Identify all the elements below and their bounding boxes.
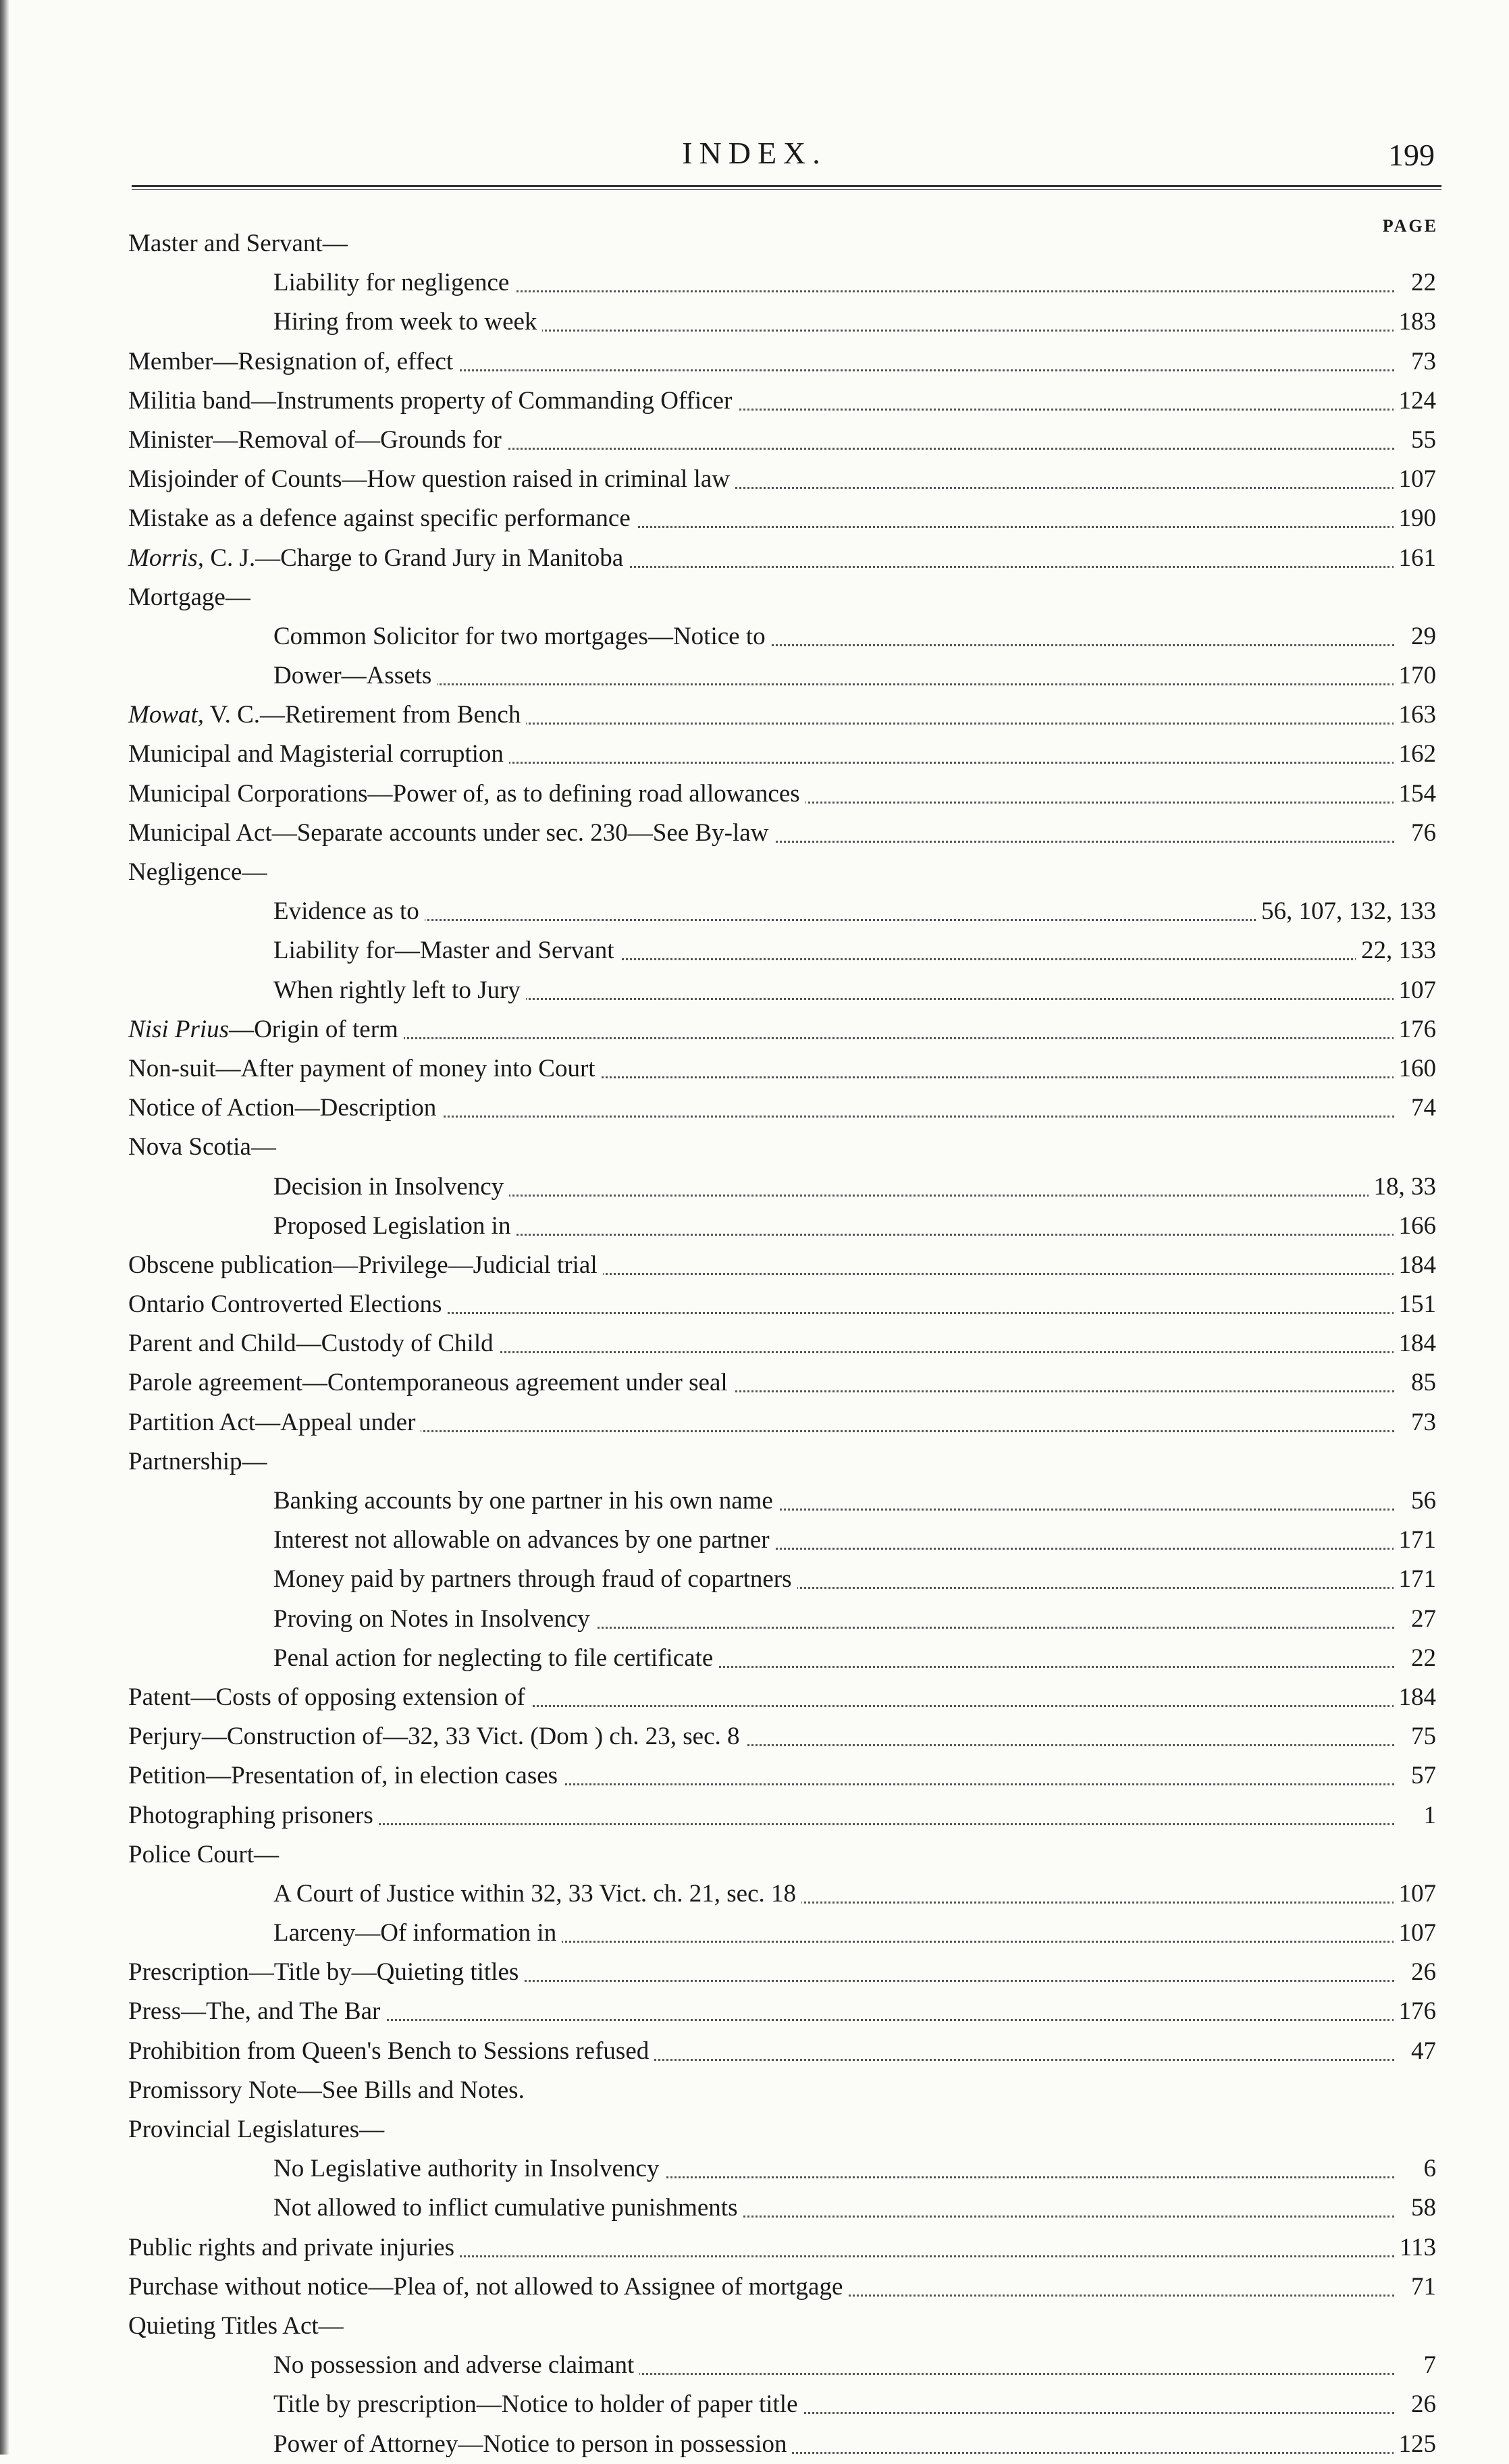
index-entry — [0, 2110, 1509, 2149]
entry-label-italic: Morris, — [128, 544, 205, 572]
entry-label: Promissory Note—See Bills and Notes. — [128, 2071, 530, 2110]
index-entry — [0, 1363, 1509, 1403]
entry-label: Notice of Action—Description — [128, 1089, 442, 1128]
entry-label: No Legislative authority in Insolvency — [273, 2149, 664, 2188]
index-entry — [0, 735, 1509, 774]
index-entry — [0, 1403, 1509, 1442]
entry-label: A Court of Justice within 32, 33 Vict. ch. 21, sec. 18 — [273, 1875, 801, 1914]
entry-label: Press—The, and The Bar — [128, 1992, 386, 2031]
index-entry — [0, 224, 1509, 263]
index-entry — [0, 2228, 1509, 2268]
entry-label-italic: Nisi Prius — [128, 1015, 230, 1043]
index-entry — [0, 1678, 1509, 1717]
index-subentry — [0, 1521, 1509, 1560]
entry-label: Municipal Act—Separate accounts under sec. 230—See By-law — [128, 814, 774, 853]
entry-label: Decision in Insolvency — [273, 1168, 509, 1207]
index-entry — [0, 1246, 1509, 1285]
index-entry — [0, 1442, 1509, 1482]
entry-label: Prescription—Title by—Quieting titles — [128, 1953, 524, 1992]
index-entry — [0, 1953, 1509, 1992]
page-header-title: INDEX. — [682, 136, 827, 170]
entry-label: Petition—Presentation of, in election cases — [128, 1756, 563, 1795]
entry-label: Purchase without notice—Plea of, not allowed to Assignee of mortgage — [128, 2268, 848, 2307]
entry-page-ref: 71 — [1406, 2268, 1436, 2307]
index-subentry — [0, 2425, 1509, 2464]
entry-label: Nova Scotia— — [128, 1128, 282, 1167]
index-entry — [0, 1324, 1509, 1363]
entry-label: Power of Attorney—Notice to person in possession — [273, 2425, 792, 2464]
index-entry — [0, 1835, 1509, 1875]
entry-label: When rightly left to Jury — [273, 971, 526, 1010]
entry-label: Larceny—Of information in — [273, 1914, 562, 1953]
entry-page-ref: 124 — [1394, 382, 1437, 421]
dot-leader — [277, 683, 1394, 685]
index-subentry — [0, 1207, 1509, 1246]
page-column-heading: PAGE — [1382, 216, 1438, 236]
entry-label: Proposed Legislation in — [273, 1207, 516, 1246]
entry-page-ref: 107 — [1394, 1875, 1437, 1914]
entry-page-ref: 58 — [1406, 2188, 1436, 2228]
index-entry — [0, 814, 1509, 853]
dot-leader — [277, 919, 1394, 921]
entry-label: Non-suit—After payment of money into Court — [128, 1049, 601, 1089]
entry-page-ref: 27 — [1406, 1600, 1436, 1639]
index-subentry — [0, 2188, 1509, 2228]
index-entry — [0, 382, 1509, 421]
entry-page-ref: 113 — [1394, 2228, 1436, 2268]
entry-page-ref: 183 — [1394, 303, 1437, 342]
entry-page-ref: 107 — [1394, 971, 1437, 1010]
index-subentry — [0, 2346, 1509, 2385]
page-number: 199 — [1388, 138, 1435, 172]
entry-label: Hiring from week to week — [273, 303, 542, 342]
entry-page-ref: 22 — [1406, 263, 1436, 303]
entry-label: Title by prescription—Notice to holder of paper title — [273, 2385, 803, 2424]
index-entry — [0, 421, 1509, 460]
index-entry — [0, 2032, 1509, 2071]
index-entry — [0, 1128, 1509, 1167]
entry-page-ref: 85 — [1406, 1363, 1436, 1403]
index-entry — [0, 1049, 1509, 1089]
entry-page-ref: 176 — [1394, 1010, 1437, 1049]
entry-page-ref: 171 — [1394, 1560, 1437, 1599]
entry-label: Liability for—Master and Servant — [273, 931, 620, 970]
entry-label: Prohibition from Queen's Bench to Sessions refused — [128, 2032, 654, 2071]
entry-page-ref: 151 — [1394, 1285, 1437, 1324]
index-entry — [0, 2307, 1509, 2346]
entry-label: Parole agreement—Contemporaneous agreement under seal — [128, 1363, 733, 1403]
index-entries — [0, 224, 1509, 2464]
index-subentry — [0, 1875, 1509, 1914]
index-entry — [0, 539, 1509, 578]
index-subentry — [0, 971, 1509, 1010]
index-entry — [0, 1089, 1509, 1128]
entry-page-ref: 7 — [1419, 2346, 1437, 2385]
entry-page-ref: 125 — [1394, 2425, 1437, 2464]
index-entry — [0, 460, 1509, 499]
index-subentry — [0, 303, 1509, 342]
entry-label: Not allowed to inflict cumulative punishments — [273, 2188, 743, 2228]
index-entry — [0, 775, 1509, 814]
entry-label: Municipal and Magisterial corruption — [128, 735, 509, 774]
entry-page-ref: 184 — [1394, 1678, 1437, 1717]
index-subentry — [0, 1600, 1509, 1639]
entry-page-ref: 73 — [1406, 342, 1436, 382]
index-subentry — [0, 1560, 1509, 1599]
entry-page-ref: 56, 107, 132, 133 — [1256, 892, 1436, 931]
entry-label: Mistake as a defence against specific performance — [128, 499, 636, 538]
entry-label: Ontario Controverted Elections — [128, 1285, 447, 1324]
entry-page-ref: 160 — [1394, 1049, 1437, 1089]
entry-page-ref: 184 — [1394, 1246, 1437, 1285]
entry-label-rest: C. J.—Charge to Grand Jury in Manitoba — [204, 544, 624, 572]
entry-label: Public rights and private injuries — [128, 2228, 460, 2268]
entry-label: Perjury—Construction of—32, 33 Vict. (Dom ) ch. 23, sec. 8 — [128, 1717, 745, 1756]
entry-page-ref: 176 — [1394, 1992, 1437, 2031]
index-entry — [0, 1285, 1509, 1324]
index-entry — [0, 2268, 1509, 2307]
entry-label — [128, 696, 526, 735]
index-entry — [0, 853, 1509, 892]
entry-page-ref: 55 — [1406, 421, 1436, 460]
index-entry — [0, 499, 1509, 538]
entry-page-ref: 57 — [1406, 1756, 1436, 1795]
entry-page-ref: 76 — [1406, 814, 1436, 853]
index-entry — [0, 2071, 1509, 2110]
entry-label: Municipal Corporations—Power of, as to defining road allowances — [128, 775, 805, 814]
index-entry — [0, 1796, 1509, 1835]
entry-label: Partnership— — [128, 1442, 273, 1482]
index-subentry — [0, 263, 1509, 303]
entry-label-rest: —Origin of term — [229, 1015, 398, 1043]
entry-page-ref: 26 — [1406, 1953, 1436, 1992]
entry-page-ref: 162 — [1394, 735, 1437, 774]
index-entry — [0, 1992, 1509, 2031]
index-subentry — [0, 1914, 1509, 1953]
index-subentry — [0, 1168, 1509, 1207]
entry-label: Penal action for neglecting to file certificate — [273, 1639, 718, 1678]
entry-page-ref: 190 — [1394, 499, 1437, 538]
entry-page-ref: 184 — [1394, 1324, 1437, 1363]
entry-label: Patent—Costs of opposing extension of — [128, 1678, 531, 1717]
entry-label: Negligence— — [128, 853, 272, 892]
entry-label: Provincial Legislatures— — [128, 2110, 390, 2149]
entry-label: Banking accounts by one partner in his own name — [273, 1482, 778, 1521]
entry-label: Proving on Notes in Insolvency — [273, 1600, 595, 1639]
index-subentry — [0, 892, 1509, 931]
index-entry — [0, 1717, 1509, 1756]
entry-label: Common Solicitor for two mortgages—Notice to — [273, 617, 771, 656]
entry-page-ref: 6 — [1419, 2149, 1437, 2188]
index-entry — [0, 696, 1509, 735]
index-entry — [0, 578, 1509, 617]
entry-label: Mortgage— — [128, 578, 256, 617]
entry-label-italic: Mowat, — [128, 701, 205, 729]
entry-label: No possession and adverse claimant — [273, 2346, 639, 2385]
entry-label — [128, 1010, 404, 1049]
index-subentry — [0, 1482, 1509, 1521]
entry-page-ref: 154 — [1394, 775, 1437, 814]
index-subentry — [0, 617, 1509, 656]
entry-label: Master and Servant— — [128, 224, 353, 263]
entry-page-ref: 171 — [1394, 1521, 1437, 1560]
entry-label: Militia band—Instruments property of Commanding Officer — [128, 382, 737, 421]
entry-page-ref: 73 — [1406, 1403, 1436, 1442]
entry-label: Police Court— — [128, 1835, 284, 1875]
entry-page-ref: 22, 133 — [1356, 931, 1436, 970]
entry-page-ref: 107 — [1394, 460, 1437, 499]
entry-label: Photographing prisoners — [128, 1796, 379, 1835]
entry-page-ref: 74 — [1406, 1089, 1436, 1128]
entry-label: Interest not allowable on advances by one partner — [273, 1521, 775, 1560]
entry-label: Parent and Child—Custody of Child — [128, 1324, 499, 1363]
header-rule — [132, 185, 1441, 190]
entry-page-ref: 47 — [1406, 2032, 1436, 2071]
index-subentry — [0, 1639, 1509, 1678]
entry-label: Quieting Titles Act— — [128, 2307, 349, 2346]
index-entry — [0, 342, 1509, 382]
entry-label: Minister—Removal of—Grounds for — [128, 421, 507, 460]
entry-label: Partition Act—Appeal under — [128, 1403, 421, 1442]
index-subentry — [0, 656, 1509, 696]
entry-page-ref: 166 — [1394, 1207, 1437, 1246]
entry-page-ref: 75 — [1406, 1717, 1436, 1756]
entry-page-ref: 107 — [1394, 1914, 1437, 1953]
entry-label: Liability for negligence — [273, 263, 514, 303]
entry-page-ref: 1 — [1419, 1796, 1437, 1835]
entry-label: Misjoinder of Counts—How question raised in criminal law — [128, 460, 735, 499]
entry-label: Dower—Assets — [273, 656, 437, 696]
entry-label: Money paid by partners through fraud of copartners — [273, 1560, 797, 1599]
entry-page-ref: 163 — [1394, 696, 1437, 735]
index-subentry — [0, 2149, 1509, 2188]
entry-label-rest: V. C.—Retirement from Bench — [204, 701, 521, 729]
index-subentry — [0, 931, 1509, 970]
entry-page-ref: 26 — [1406, 2385, 1436, 2424]
entry-page-ref: 170 — [1394, 656, 1437, 696]
entry-page-ref: 161 — [1394, 539, 1437, 578]
entry-page-ref: 56 — [1406, 1482, 1436, 1521]
index-entry — [0, 1010, 1509, 1049]
entry-label — [128, 539, 629, 578]
index-subentry — [0, 2385, 1509, 2424]
entry-label: Obscene publication—Privilege—Judicial trial — [128, 1246, 603, 1285]
entry-page-ref: 22 — [1406, 1639, 1436, 1678]
entry-label: Member—Resignation of, effect — [128, 342, 458, 382]
entry-label: Evidence as to — [273, 892, 425, 931]
entry-page-ref: 18, 33 — [1369, 1168, 1437, 1207]
index-entry — [0, 1756, 1509, 1795]
entry-page-ref: 29 — [1406, 617, 1436, 656]
